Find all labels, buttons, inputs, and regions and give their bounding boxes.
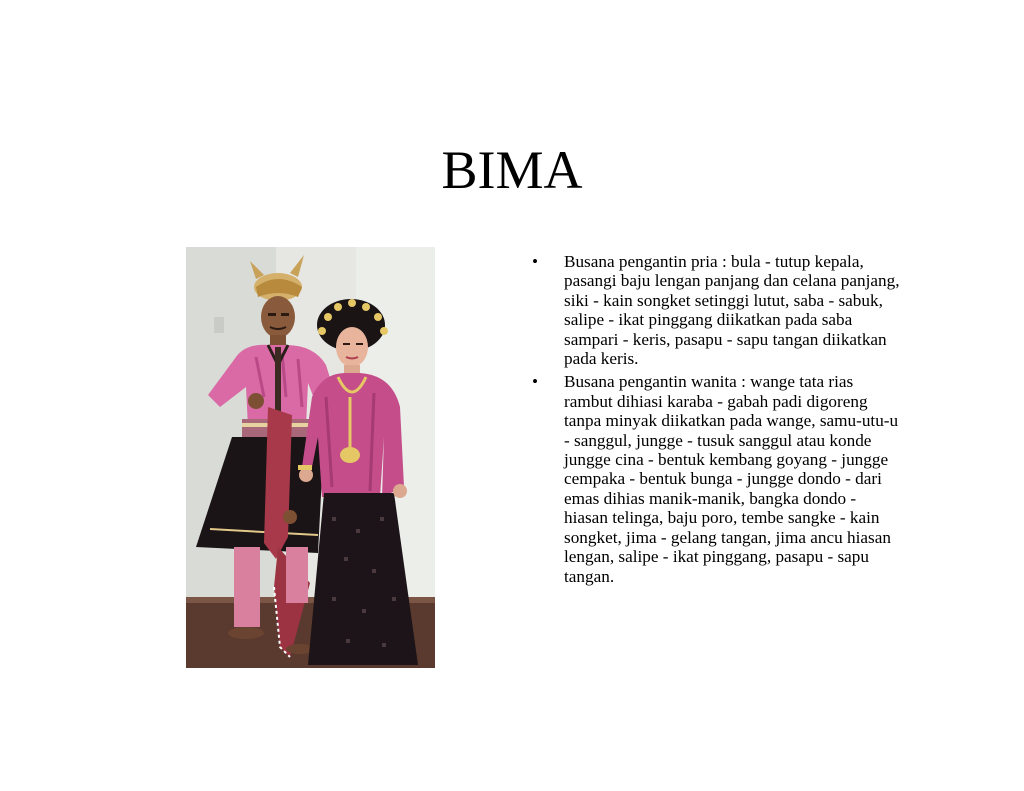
bullet-text-bride-attire: Busana pengantin wanita : wange tata rias rambut dihiasi karaba - gabah padi digoreng tanpa minyak diikatkan pada wange, samu-utu-u - sanggul, jungge - tusuk sanggul atau konde jungge cina - bentuk kembang goyang - jungge cempaka - bentuk bunga - jungge dondo - dari emas dihias manik-manik, bangka dondo - hiasan telinga, baju poro, tembe sangke - kain songket, jima - gelang tangan, jima ancu hiasan lengan, salipe - ikat pinggang, pasapu - sapu tangan. — [564, 372, 899, 586]
bullet-text-groom-attire: Busana pengantin pria : bula - tutup kepala, pasangi baju lengan panjang dan celana panjang, siki - kain songket setinggi lutut, saba - sabuk, salipe - ikat pinggang diikatkan pada saba sampari - keris, pasapu - sapu tangan diikatkan pada keris. — [564, 252, 900, 369]
bullet-marker: • — [531, 252, 539, 271]
bullet-item-bride-attire — [528, 372, 908, 585]
bride-groom-illustration — [186, 247, 435, 668]
bullet-item-groom-attire — [528, 252, 908, 368]
bride-groom-photo — [186, 247, 435, 668]
bullet-marker: • — [531, 372, 539, 392]
slide-title: BIMA — [441, 140, 583, 200]
bullet-list — [528, 252, 908, 590]
